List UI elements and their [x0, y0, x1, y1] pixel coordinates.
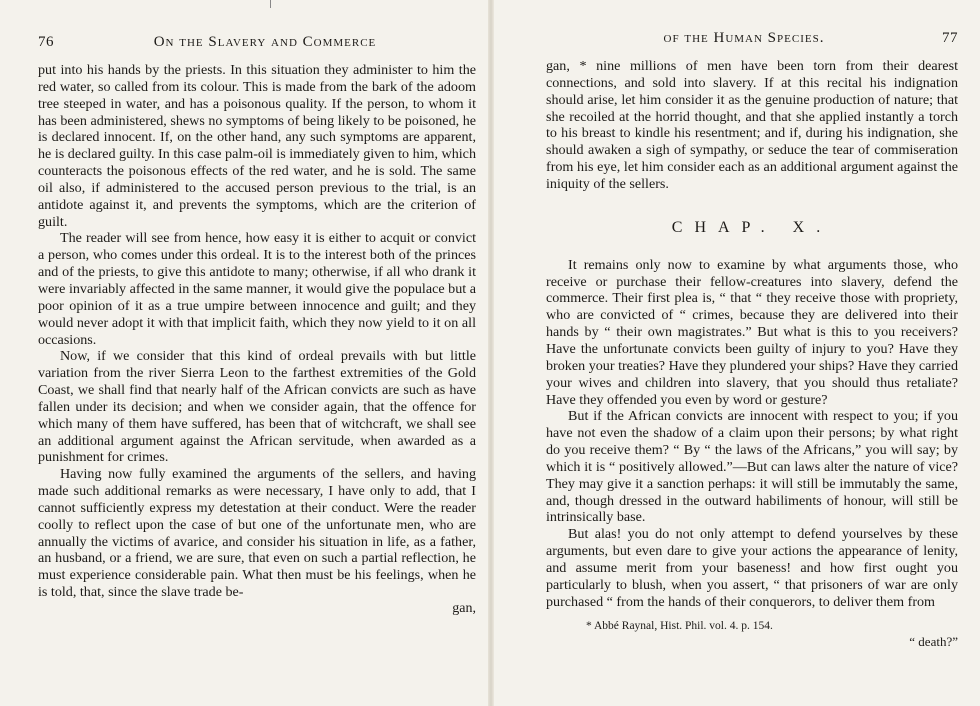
- paragraph: But if the African convicts are innocent with respect to you; if you have not even the shadow of a claim upon their persons; by what right do you receive them? “ By “ the laws of the Africans,” you will say; by which it is “ positively allowed.”—But can laws alter the nature of vice? They may give it a sanction perhaps: it will still be immutably the same, and, though dressed in the outward habiliments of honour, will still be intrinsically base.: [546, 408, 958, 526]
- chapter-heading: CHAP. X.: [671, 218, 833, 236]
- left-page-body: [38, 62, 476, 617]
- running-head: On the Slavery and Commerce: [153, 34, 377, 50]
- paragraph: But alas! you do not only attempt to defend yourselves by these arguments, but even dare to give your actions the appearance of lenity, and assume merit from your baseness! and how first ought you particularly to blush, when you assert, “ that prisoners of war are only purchased “ from the hands of their conquerors, to deliver them from: [546, 526, 958, 610]
- running-head: of the Human Species.: [663, 30, 825, 46]
- right-page-header: [546, 30, 958, 58]
- paragraph: It remains only now to examine by what arguments those, who receive or purchase their fellow-creatures into slavery, defend the commerce. Their first plea is, “ that “ they receive those with propriety, who are convicted of “ crimes, because they are delivered into their hands by “ their own magistrates.” But what is this to you receivers? Have the unfortunate convicts been guilty of injury to you? Have they broken your treaties? Have they plundered your ships? Have they carried your wives and children into slavery, that you should thus retaliate? Have they offended you even by word or gesture?: [546, 256, 958, 408]
- paragraph: The reader will see from hence, how easy it is either to acquit or convict a person, who comes under this ordeal. It is to the interest both of the princes and of the priests, to give this antidote to many; otherwise, if all who drank it were invariably affected in the same manner, it would give the populace but a poor opinion of it as a true umpire between innocence and guilt; and they would never adopt it with that implicit faith, which they now yield to it on all occasions.: [38, 230, 476, 348]
- paragraph: put into his hands by the priests. In this situation they administer to him the red water, so called from its colour. This is made from the bark of the adoom tree steeped in water, and has a poisonous quality. If the person, to whom it has been administered, shews no symptoms of being likely to be poisoned, he is declared innocent. If, on the other hand, any such symptoms are apparent, he is declared guilty. In this case palm-oil is immediately given to him, which counteracts the poisonous effects of the red water, and he is sold. The same oil also, if administered to the accused person previous to the trial, is an antidote against it, and prevents the symptoms, which are the criterion of guilt.: [38, 62, 476, 230]
- paragraph: Now, if we consider that this kind of ordeal prevails with but little variation from the river Sierra Leon to the farthest extremities of the Gold Coast, we shall find that nearly half of the African convicts are such as have fallen under its decision; and when we consider again, that the offence for which many of them have suffered, has been that of witchcraft, we shall see an additional argument against the African servitude, when awarded as a punishment for crimes.: [38, 348, 476, 466]
- page-number: 77: [942, 30, 958, 46]
- right-page-body: [546, 58, 958, 650]
- right-page: [490, 0, 980, 706]
- paragraph: Having now fully examined the arguments of the sellers, and having made such additional remarks as were necessary, I have only to add, that I cannot sufficiently express my detestation at their conduct. Were the reader coolly to reflect upon the case of but one of the unfortunate men, who are annually the victims of avarice, and consider his situation in life, as a father, an husband, or a friend, we are sure, that even on such a partial reflection, he must experience considerable pain. What then must be his feelings, when he is told, that, since the slave trade be-: [38, 466, 476, 601]
- catchword: “ death?”: [909, 634, 958, 650]
- catchword: gan,: [452, 601, 476, 616]
- left-page-header: [38, 34, 476, 62]
- paragraph: gan, * nine millions of men have been torn from their dearest connections, and sold into slavery. If at this recital his indignation should arise, let him consider it as the genuine production of nature; that she recoiled at the horrid thought, and that she applied instantly a torch to his breast to kindle his resentment; and if, during his indignation, she should awaken a sigh of sympathy, or seduce the tear of commiseration from his eye, let him consider each as an additional argument against the iniquity of the sellers.: [546, 58, 958, 192]
- page-number: 76: [38, 34, 54, 50]
- footnote: * Abbé Raynal, Hist. Phil. vol. 4. p. 154.: [586, 620, 773, 633]
